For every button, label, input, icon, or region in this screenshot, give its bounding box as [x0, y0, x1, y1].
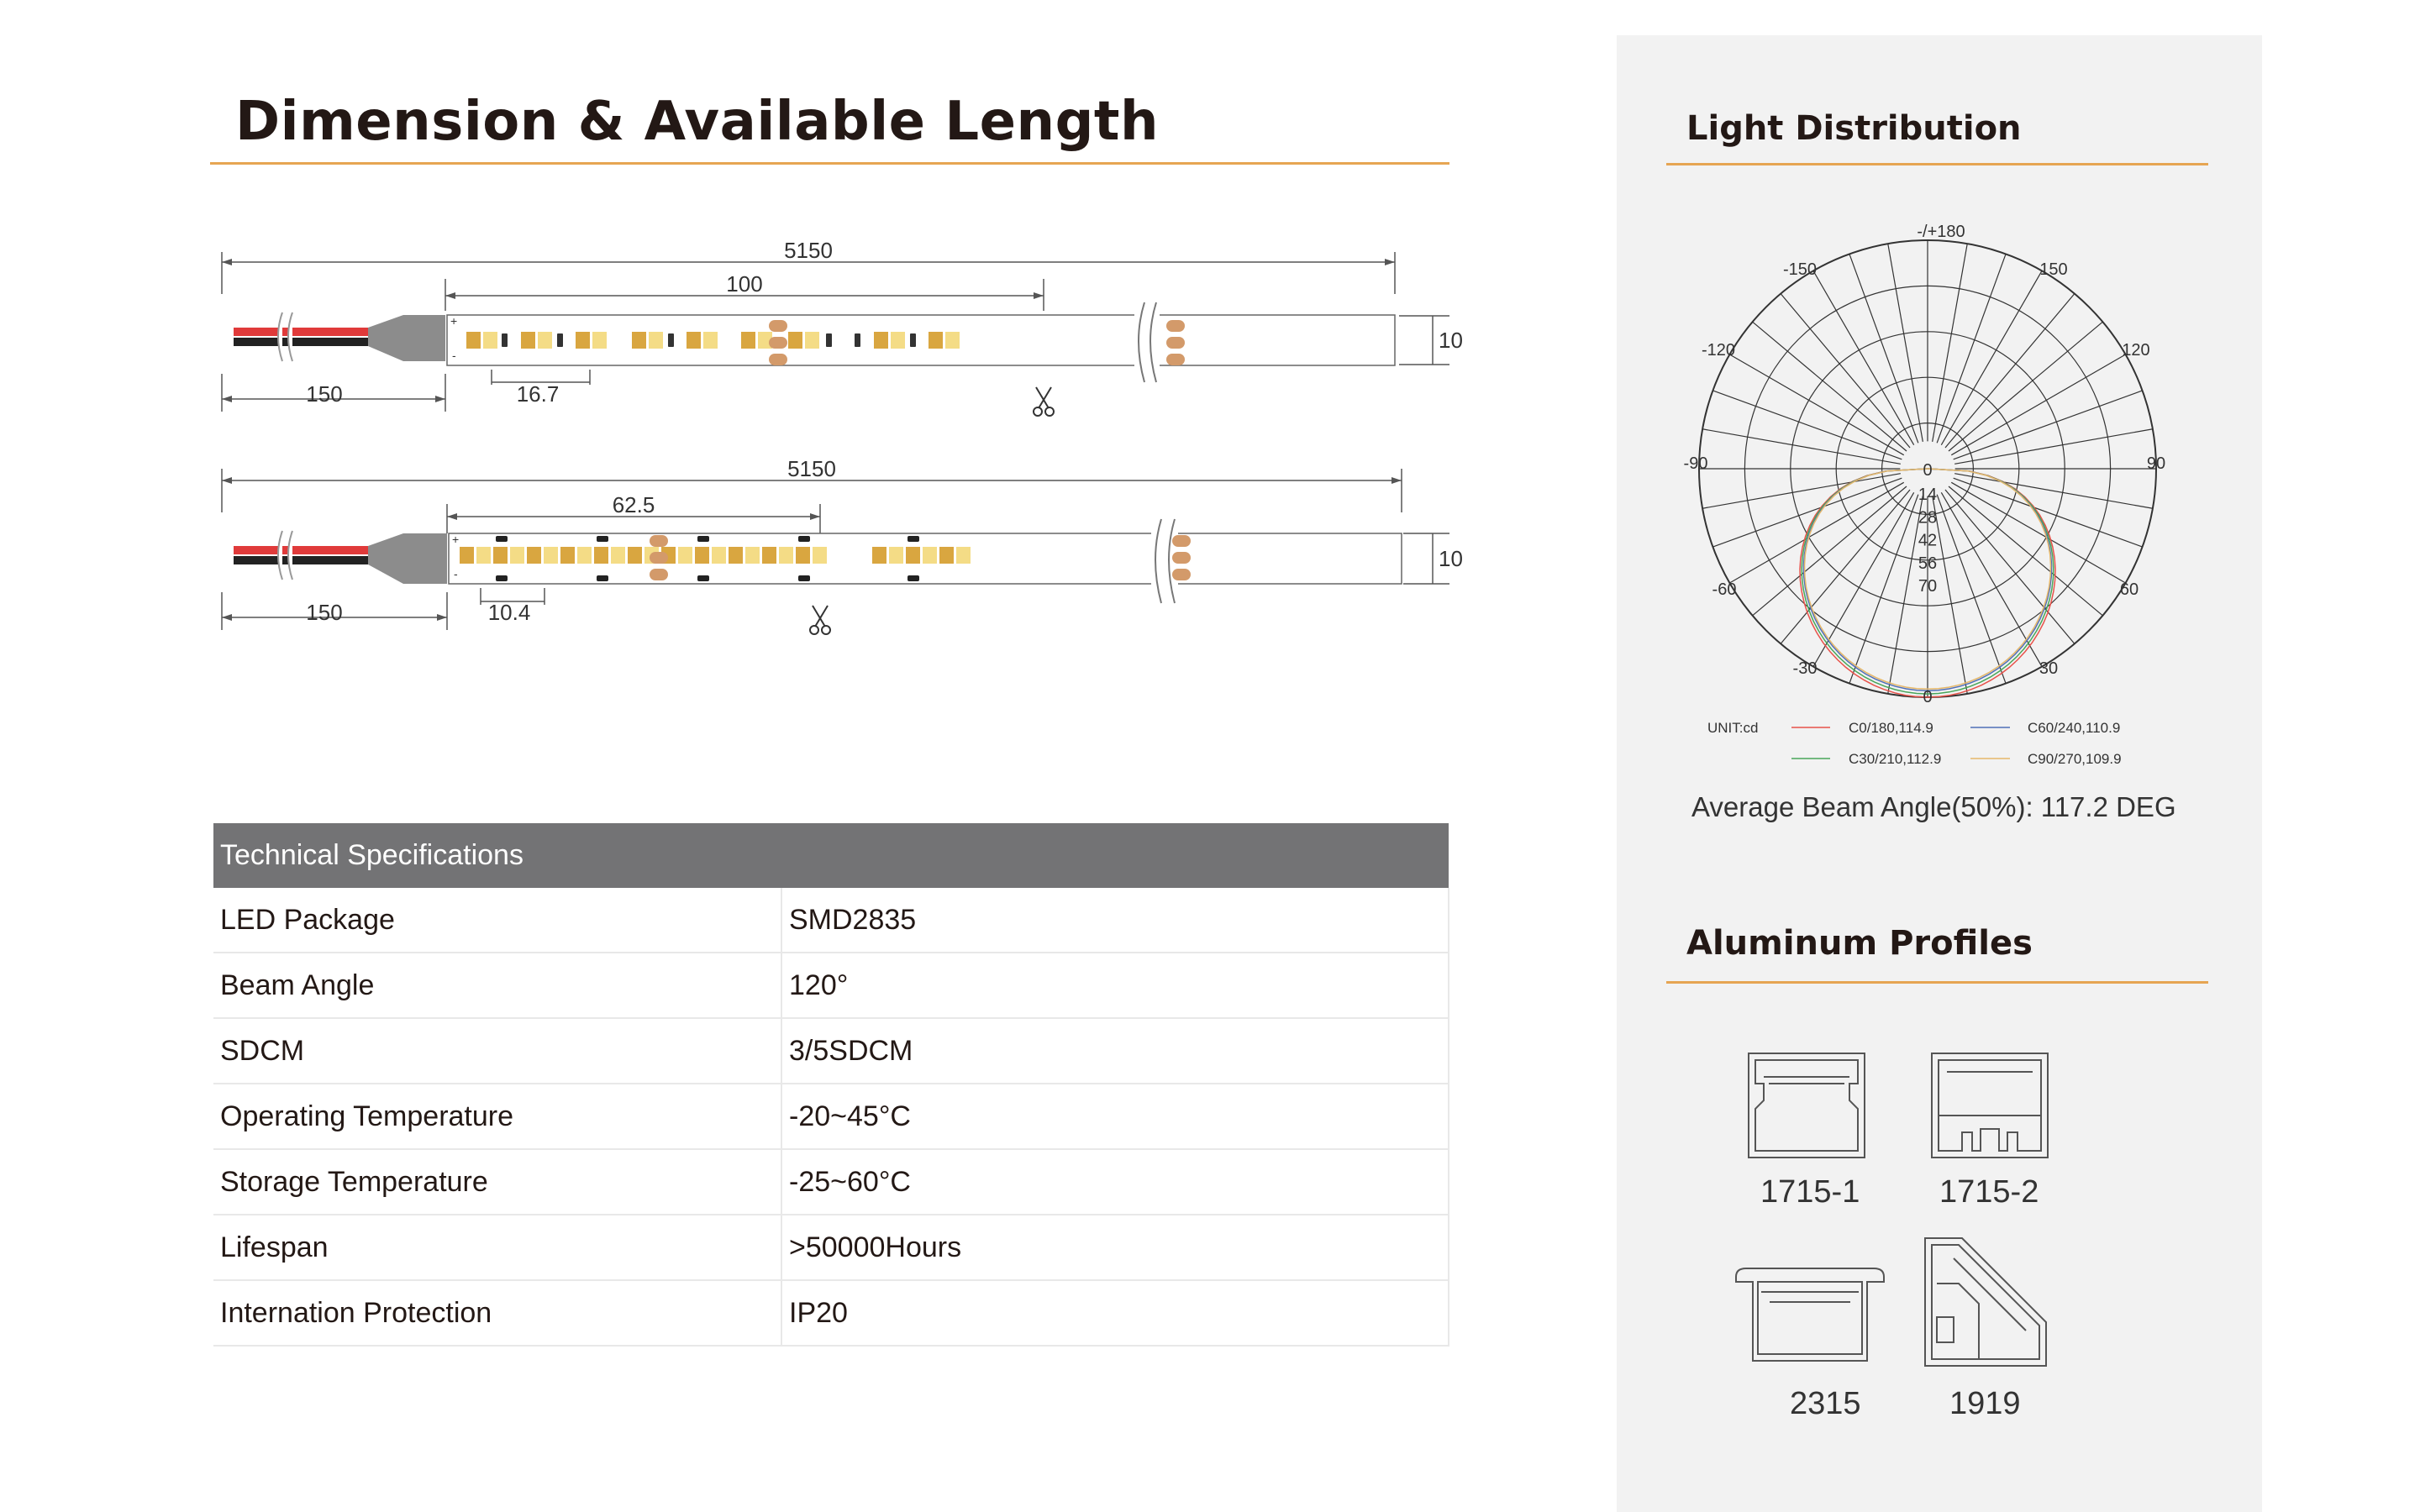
scissors-icon	[810, 606, 830, 634]
led-chip	[695, 547, 709, 564]
profile-label: 1715-1	[1760, 1174, 1860, 1210]
dim-pitch-1: 16.7	[516, 381, 560, 407]
profile-1715-1-drawing	[1744, 1048, 1870, 1166]
spec-label: Internation Protection	[213, 1280, 781, 1346]
led-chip	[889, 547, 903, 564]
polar-spoke	[1949, 322, 2102, 451]
led-chip	[538, 332, 552, 349]
table-row	[213, 953, 1449, 1018]
led-chip	[521, 332, 535, 349]
resistor	[496, 536, 508, 542]
angle-label-150: 150	[2039, 260, 2068, 279]
solder-pad	[1172, 569, 1191, 580]
angle-label-60: 60	[2119, 580, 2139, 599]
spec-table-header: Technical Specifications	[213, 823, 1449, 888]
led-chip	[632, 332, 646, 349]
profile-label: 1919	[1949, 1386, 2021, 1421]
radial-tick-label: 14	[1918, 486, 1938, 505]
strip-diagram-2	[210, 454, 1487, 647]
polar-spoke	[1954, 429, 2153, 465]
polar-spoke	[1937, 495, 2006, 684]
led-chip	[592, 332, 607, 349]
resistor	[597, 575, 608, 581]
strip-diagram-1	[210, 235, 1487, 428]
resistor	[597, 536, 608, 542]
angle-label-bottom: 0	[1923, 688, 1933, 706]
angle-label-m60: -60	[1712, 580, 1737, 599]
led-chip	[945, 332, 960, 349]
led-chip	[939, 547, 954, 564]
spec-value: -25~60°C	[781, 1149, 1449, 1215]
led-chip	[929, 332, 943, 349]
led-chip	[476, 547, 491, 564]
spec-value: 3/5SDCM	[781, 1018, 1449, 1084]
led-chip	[703, 332, 718, 349]
legend-item: C0/180,114.9	[1849, 720, 1933, 736]
polar-spoke	[1933, 244, 1968, 442]
led-chip	[527, 547, 541, 564]
light-distribution-title: Light Distribution	[1686, 109, 2022, 148]
resistor	[798, 575, 810, 581]
spec-label: Operating Temperature	[213, 1084, 781, 1149]
resistor	[668, 333, 674, 347]
svg-text:+: +	[450, 314, 458, 328]
polar-spoke	[1933, 496, 1968, 694]
led-chip	[560, 547, 575, 564]
profile-1919-drawing	[1920, 1233, 2054, 1374]
profile-label: 2315	[1790, 1386, 1861, 1421]
polar-spoke	[1702, 429, 1901, 465]
page-title: Dimension & Available Length	[235, 91, 1160, 153]
led-chip	[805, 332, 819, 349]
led-chip	[874, 332, 888, 349]
scissors-icon	[1034, 387, 1054, 416]
spec-value: >50000Hours	[781, 1215, 1449, 1280]
table-row	[213, 1149, 1449, 1215]
led-chip	[466, 332, 481, 349]
led-chip	[779, 547, 793, 564]
led-chip	[906, 547, 920, 564]
led-chip	[510, 547, 524, 564]
led-chip	[628, 547, 642, 564]
polar-spoke	[1888, 244, 1923, 442]
polar-spoke	[1954, 391, 2143, 459]
led-chip	[577, 547, 592, 564]
led-chip	[678, 547, 692, 564]
dim-total-2: 5150	[787, 456, 836, 481]
resistor	[697, 536, 709, 542]
led-chip	[576, 332, 590, 349]
polar-spoke	[1753, 322, 1907, 451]
led-chip	[872, 547, 886, 564]
led-chip	[796, 547, 810, 564]
led-chip	[923, 547, 937, 564]
led-chip	[891, 332, 905, 349]
led-chip	[788, 332, 802, 349]
table-row	[213, 1215, 1449, 1280]
solder-pad	[1172, 535, 1191, 547]
beam-angle-text: Average Beam Angle(50%): 117.2 DEG	[1691, 791, 2176, 822]
resistor	[502, 333, 508, 347]
light-distribution-underline	[1666, 163, 2208, 165]
spec-table	[213, 823, 1449, 1347]
profile-2315-drawing	[1733, 1260, 1887, 1369]
dim-width-2: 10	[1439, 546, 1463, 571]
resistor	[798, 536, 810, 542]
led-chip	[649, 332, 663, 349]
led-chip	[460, 547, 474, 564]
polar-spoke	[1849, 495, 1918, 684]
dim-lead-1: 150	[306, 381, 343, 407]
svg-text:+: +	[452, 533, 460, 546]
svg-text:-: -	[452, 349, 456, 362]
table-row	[213, 1084, 1449, 1149]
legend-unit: UNIT:cd	[1707, 720, 1759, 736]
resistor	[697, 575, 709, 581]
dim-width-1: 10	[1439, 328, 1463, 353]
angle-label-m90: -90	[1683, 454, 1708, 473]
angle-label-top: -/+180	[1917, 223, 1965, 241]
polar-chart	[1681, 218, 2202, 773]
resistor	[826, 333, 832, 347]
table-row	[213, 1018, 1449, 1084]
resistor	[855, 333, 860, 347]
radial-tick-label: 70	[1918, 577, 1938, 596]
svg-text:-: -	[454, 567, 458, 580]
legend-item: C60/240,110.9	[2028, 720, 2121, 736]
solder-pad	[1166, 354, 1185, 365]
resistor	[908, 575, 919, 581]
polar-spoke	[1954, 474, 2153, 509]
led-chip	[712, 547, 726, 564]
angle-label-m150: -150	[1782, 260, 1818, 279]
dim-pitch-2: 10.4	[487, 600, 531, 625]
led-chip	[762, 547, 776, 564]
polar-spoke	[1702, 474, 1901, 509]
radial-tick-label: 28	[1918, 508, 1938, 528]
led-chip	[544, 547, 558, 564]
polar-spoke	[1937, 254, 2006, 443]
polar-spoke	[1753, 486, 1907, 616]
spec-value: 120°	[781, 953, 1449, 1018]
solder-pad	[650, 569, 668, 580]
resistor	[908, 536, 919, 542]
dim-total-1: 5150	[784, 238, 833, 263]
polar-spoke	[1849, 254, 1918, 443]
led-chip	[611, 547, 625, 564]
legend-item: C90/270,109.9	[2028, 751, 2122, 767]
title-underline	[210, 162, 1449, 165]
solder-pad	[650, 552, 668, 564]
solder-pad	[1172, 552, 1191, 564]
table-row	[213, 888, 1449, 953]
dim-cut-2: 62.5	[612, 492, 655, 517]
spec-value: SMD2835	[781, 888, 1449, 953]
angle-label-30: 30	[2039, 659, 2059, 678]
led-chip	[745, 547, 760, 564]
profile-label: 1715-2	[1939, 1174, 2039, 1210]
angle-label-90: 90	[2146, 454, 2166, 473]
led-chip	[483, 332, 497, 349]
table-row	[213, 1280, 1449, 1346]
solder-pad	[1166, 337, 1185, 349]
spec-label: LED Package	[213, 888, 781, 953]
solder-pad	[769, 354, 787, 365]
led-chip	[493, 547, 508, 564]
led-chip	[741, 332, 755, 349]
spec-value: -20~45°C	[781, 1084, 1449, 1149]
led-chip	[813, 547, 827, 564]
solder-pad	[769, 320, 787, 332]
radial-tick-label: 42	[1918, 531, 1938, 550]
polar-spoke	[1781, 294, 1910, 448]
radial-tick-label: 56	[1918, 554, 1938, 573]
polar-spoke	[1945, 294, 2075, 448]
solder-pad	[650, 535, 668, 547]
led-chip	[729, 547, 743, 564]
led-chip	[687, 332, 701, 349]
polar-spoke	[1949, 486, 2102, 616]
polar-spoke	[1712, 391, 1902, 459]
spec-label: Storage Temperature	[213, 1149, 781, 1215]
legend-item: C30/210,112.9	[1849, 751, 1942, 767]
angle-label-120: 120	[2122, 341, 2150, 360]
dim-lead-2: 150	[306, 600, 343, 625]
radial-tick-label: 0	[1923, 461, 1933, 480]
aluminum-profiles-title: Aluminum Profiles	[1686, 924, 2033, 963]
solder-pad	[1166, 320, 1185, 332]
resistor	[910, 333, 916, 347]
solder-pad	[769, 337, 787, 349]
angle-label-m120: -120	[1701, 341, 1736, 360]
aluminum-profiles-underline	[1666, 981, 2208, 984]
led-chip	[594, 547, 608, 564]
resistor	[557, 333, 563, 347]
resistor	[496, 575, 508, 581]
spec-value: IP20	[781, 1280, 1449, 1346]
spec-label: SDCM	[213, 1018, 781, 1084]
profile-1715-2-drawing	[1927, 1048, 2053, 1166]
led-chip	[956, 547, 971, 564]
spec-label: Lifespan	[213, 1215, 781, 1280]
spec-label: Beam Angle	[213, 953, 781, 1018]
angle-label-m30: -30	[1792, 659, 1818, 678]
dim-cut-1: 100	[726, 271, 763, 297]
